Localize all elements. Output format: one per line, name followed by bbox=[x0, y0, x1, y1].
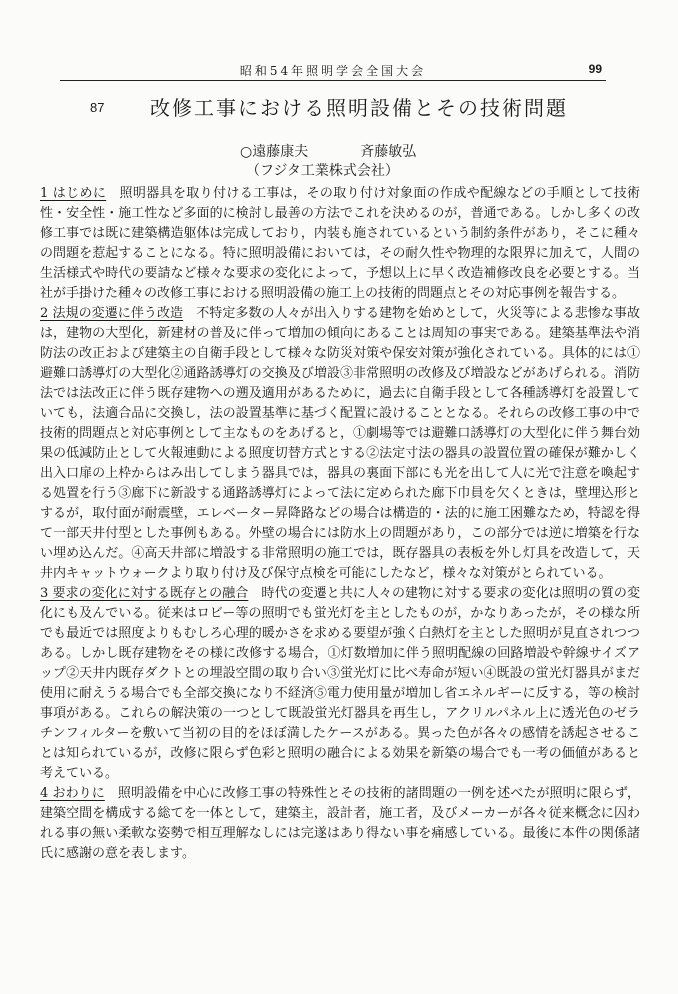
conference-title: 昭和54年照明学会全国大会 bbox=[239, 64, 427, 78]
author-name: 斉藤敏弘 bbox=[360, 144, 417, 160]
section-text: 不特定多数の人々が出入りする建物を始めとして，火災等による悲惨な事故は，建物の大型化，新建材の普及に伴って増加の傾向にあることは周知の事実である。建築基準法や消防法の改正および建築主の自衛手段として様々な防災対策や保安対策が強化されている。具体的には①避難口誘導灯の大型化②通路誘導灯の交換及び増設③非常照明の改修及び増設などがあげられる。消防法では法改正に伴う既存建物への遡及適用があるために，過去に自衛手段として各種誘導灯を設置していても，法適合品に交換し，法の設置基準に基づく配置に設けることとなる。それらの改修工事の中で技術的問題点と対応事例として主なものをあげると，①劇場等では避難口誘導灯の大型化に伴う舞台効果の低減防止として火報連動による照度切替方式とする②法定寸法の器具の設置位置の確保が難かしく出入口扉の上枠からはみ出してしまう器具では，器具の裏面下部にも光を出して人に光で注意を喚起する処置を行う③廊下に新設する通路誘導灯によって法に定められた廊下巾員を欠くときは，壁埋込形とするが，取付面が耐震壁，エレベーター昇降路などの場合は構造的・法的に施工困難なため，特認を得て一部天井付型とした事例もある。外壁の場合には防水上の問題があり，この部分では逆に増築を行ない埋め込んだ。④高天井部に増設する非常照明の施工では，既存器具の表板を外し灯具を改造して，天井内キャットウォークより取り付け及び保守点検を可能にしたなど，様々な対策がとられている。 bbox=[40, 306, 641, 581]
paper-number: 87 bbox=[90, 100, 105, 115]
affiliation: （フジタ工業株式会社） bbox=[246, 163, 399, 179]
section-text: 照明設備を中心に改修工事の特殊性とその技術的諸問題の一例を述べたが照明に限らず，建築空間を構成する総てを一体として，建築主，設計者，施工者，及びメーカーが各々従来概念に囚われる事の無い柔軟な姿勢で相互理解なしには完遂はあり得ない事を痛感している。最後に本件の関係諸氏に感謝の意を表します。 bbox=[40, 786, 640, 861]
section-heading: 3 要求の変化に対する既存との融合 bbox=[40, 586, 249, 601]
section-heading: 2 法規の変遷に伴う改造 bbox=[40, 306, 184, 321]
section bbox=[40, 584, 640, 784]
section-heading: 1 はじめに bbox=[40, 186, 107, 201]
page-number: 99 bbox=[588, 62, 602, 76]
section-heading: 4 おわりに bbox=[40, 786, 105, 801]
paper-title: 改修工事における照明設備とその技術問題 bbox=[150, 96, 568, 120]
section-text: 時代の変遷と共に人々の建物に対する要求の変化は照明の質の変化にも及んでいる。従来はロビー等の照明でも蛍光灯を主としたものが，かなりあったが，その様な所でも最近では照度よりもむしろ心理的暖かさを求める要望が強く白熱灯を主とした照明が見直されつつある。しかし既存建物をその様に改修する場合，①灯数増加に伴う照明配線の回路増設や幹線サイズアップ②天井内既存ダクトとの埋設空間の取り合い③蛍光灯に比べ寿命が短い④既設の蛍光灯器具がまだ使用に耐えうる場合でも全部交換になり不経済⑤電力使用量が増加し省エネルギーに反する，等の検討事項がある。これらの解決策の一つとして既設蛍光灯器具を再生し，アクリルパネル上に透光色のゼラチンフィルターを敷いて当初の目的をほぼ満したケースがある。異った色が各々の感情を誘起させることは知られているが，改修に限らず色彩と照明の融合による効果を新築の場合でも一考の価値があると考えている。 bbox=[40, 586, 640, 781]
section bbox=[40, 184, 640, 304]
author-list bbox=[240, 141, 416, 161]
author-name: ○遠藤康夫 bbox=[240, 144, 309, 160]
section-text: 照明器具を取り付ける工事は，その取り付け対象面の作成や配線などの手順として技術性・安全性・施工性など多面的に検討し最善の方法でこれを決めるのが，普通である。しかし多くの改修工事では既に建築構造躯体は完成しており，内装も施されているという制約条件があり，そこに種々の問題を惹起することになる。特に照明設備においては，その耐久性や物理的な限界に加えて，人間の生活様式や時代の要請など様々な要求の変化によって，予想以上に早く改造補修改良を必要とする。当社が手掛けた種々の改修工事における照明設備の施工上の技術的問題点とその対応事例を報告する。 bbox=[40, 186, 640, 301]
section bbox=[40, 784, 640, 864]
section bbox=[40, 304, 640, 584]
paper-body bbox=[40, 184, 640, 864]
running-header bbox=[60, 60, 606, 81]
